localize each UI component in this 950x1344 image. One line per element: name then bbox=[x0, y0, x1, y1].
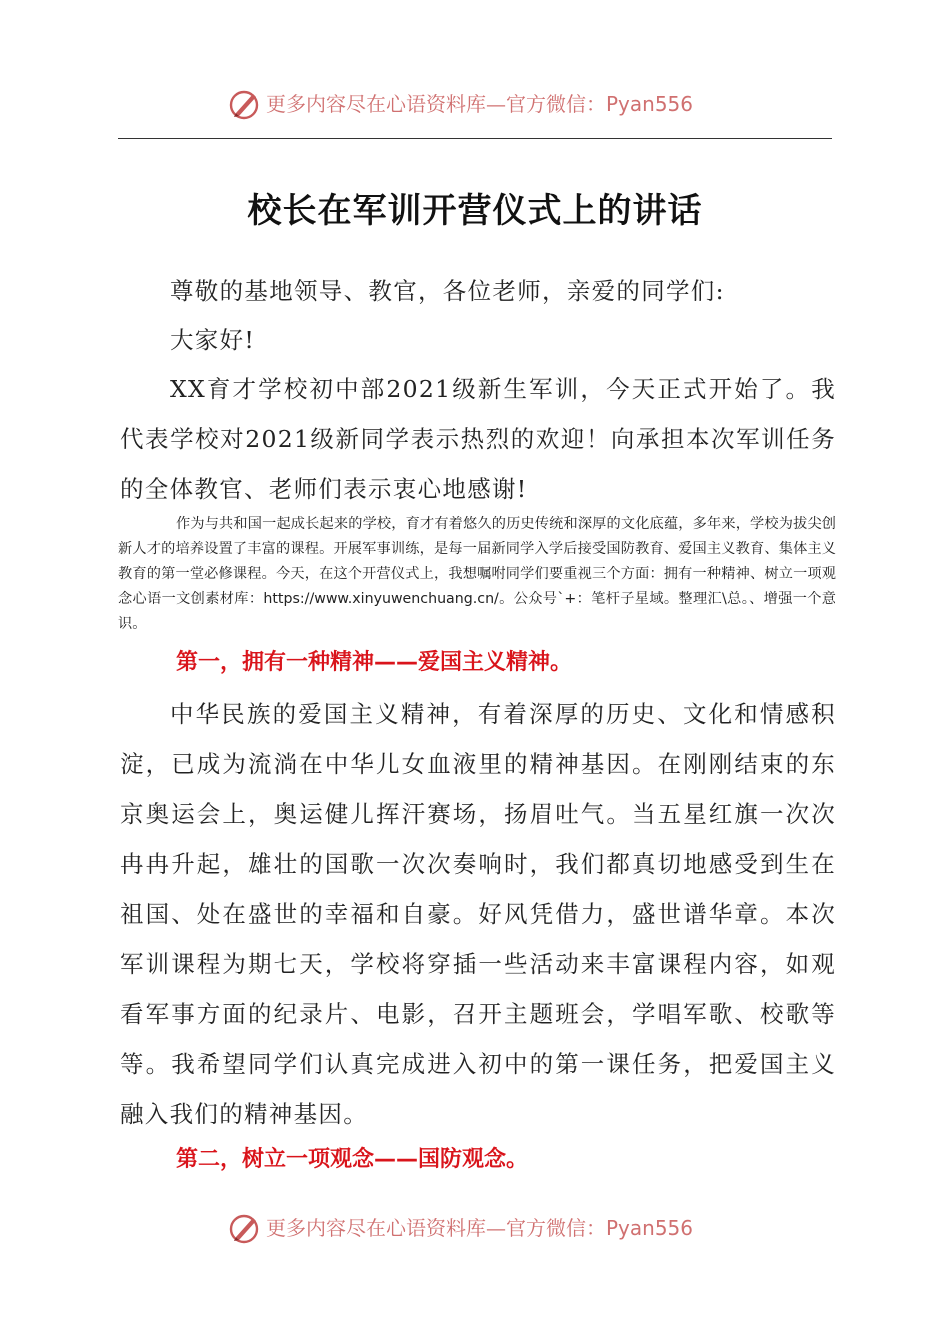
pen-circle-icon bbox=[226, 1210, 262, 1246]
paragraph-patriotism: 中华民族的爱国主义精神，有着深厚的历史、文化和情感积淀，已成为流淌在中华儿女血液里的精神基因。在刚刚结束的东京奥运会上，奥运健儿挥汗赛场，扬眉吐气。当五星红旗一次次冉冉升起，雄壮的国歌一次次奏响时，我们都真切地感受到生在祖国、处在盛世的幸福和自豪。好风凭借力，盛世谱华章。本次军训课程为期七天，学校将穿插一些活动来丰富课程内容，如观看军事方面的纪录片、电影，召开主题班会，学唱军歌、校歌等等。我希望同学们认真完成进入初中的第一课任务，把爱国主义融入我们的精神基因。 bbox=[120, 700, 836, 1128]
paragraph-opening: XX育才学校初中部2021级新生军训，今天正式开始了。我代表学校对2021级新同学表示热烈的欢迎！向承担本次军训任务的全体教官、老师们表示衷心地感谢! bbox=[120, 375, 836, 503]
banner-wechat-id: Pyan556 bbox=[606, 92, 694, 116]
banner-wechat-id: Pyan556 bbox=[606, 1216, 694, 1240]
banner-text: 更多内容尽在心语资料库—官方微信：Pyan556 bbox=[266, 92, 694, 116]
paragraph-small-print: 作为与共和国一起成长起来的学校，育才有着悠久的历史传统和深厚的文化底蕴，多年来，学校为拔尖创新人才的培养设置了丰富的课程。开展军事训练，是每一届新同学入学后接受国防教育、爱国主义教育、集体主义教育的第一堂必修课程。今天，在这个开营仪式上，我想嘱咐同学们要重视三个方面：拥有一种精神、树立一项观念心语一文创素材库：https://www.xinyuwenchuang.cn/。公众号`+：笔杆子星域。整理汇\总。、增强一个意识。 bbox=[118, 516, 836, 632]
section-heading-2: 第二，树立一项观念——国防观念。 bbox=[176, 1147, 529, 1172]
footer-banner bbox=[0, 1208, 950, 1248]
greeting: 大家好! bbox=[170, 326, 256, 354]
section-heading-1: 第一，拥有一种精神——爱国主义精神。 bbox=[176, 650, 573, 675]
pen-circle-icon bbox=[226, 86, 262, 122]
banner-text: 更多内容尽在心语资料库—官方微信：Pyan556 bbox=[266, 1216, 694, 1240]
header-divider bbox=[118, 138, 832, 139]
header-banner bbox=[0, 84, 950, 124]
salutation: 尊敬的基地领导、教官，各位老师，亲爱的同学们: bbox=[170, 277, 725, 305]
document-title: 校长在军训开营仪式上的讲话 bbox=[247, 191, 703, 231]
